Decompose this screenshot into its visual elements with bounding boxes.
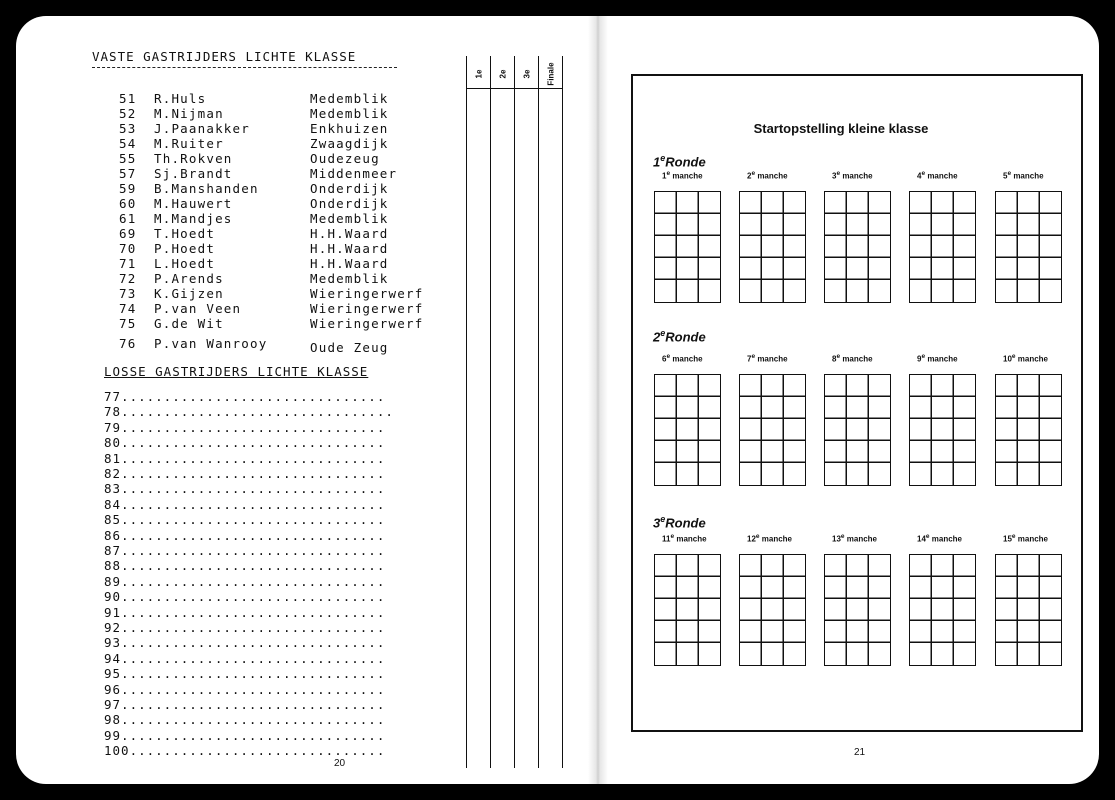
ronde-heading [653,328,706,344]
manche-suffix: e [666,353,671,360]
manche-word: manche [1017,354,1048,364]
manche-label [832,533,877,544]
losse-row: 86............................... [104,527,386,543]
losse-row: 96............................... [104,681,386,697]
manche-label [662,353,703,364]
manche-number: 14 [917,534,926,544]
manche-suffix: e [755,533,760,540]
rider-number: 69 [119,226,137,241]
rider-number: 51 [119,91,137,106]
rider-number: 71 [119,256,137,271]
rider-number: 73 [119,286,137,301]
rider-name: B.Manshanden [154,181,259,196]
ronde-suffix: e [660,328,666,338]
rider-name: M.Mandjes [154,211,233,226]
rider-place: H.H.Waard [310,241,389,256]
losse-row: 91............................... [104,604,386,620]
book-gutter [588,16,608,784]
manche-word: manche [927,171,958,181]
manche-word: manche [931,534,962,544]
ronde-number: 2 [653,329,661,345]
booklet-spread [16,16,1099,784]
rider-name: P.Arends [154,271,224,286]
rider-name: R.Huls [154,91,207,106]
rider-number: 52 [119,106,137,121]
column-header [491,56,515,92]
manche-number: 2 [747,171,752,181]
rider-number: 54 [119,136,137,151]
rider-place: Medemblik [310,271,389,286]
rider-place: Oude Zeug [310,340,389,355]
rider-name: M.Hauwert [154,196,233,211]
score-header-rule [466,88,563,89]
start-grid[interactable] [739,191,806,303]
rider-place: Onderdijk [310,181,389,196]
score-column-line [562,56,563,768]
manche-number: 1 [662,171,667,181]
start-grid[interactable] [824,191,891,303]
manche-label [917,533,962,544]
start-grid[interactable] [739,554,806,666]
manche-suffix: e [1007,170,1012,177]
rider-number: 61 [119,211,137,226]
manche-suffix: e [925,533,930,540]
start-grid[interactable] [654,554,721,666]
ronde-number: 3 [653,515,661,531]
column-header-label: 3e [522,69,532,79]
rider-number: 57 [119,166,137,181]
manche-suffix: e [751,353,756,360]
losse-row: 94............................... [104,650,386,666]
manche-number: 5 [1003,171,1008,181]
manche-number: 4 [917,171,922,181]
ronde-label: Ronde [665,329,706,345]
rider-name: P.van Veen [154,301,242,316]
manche-suffix: e [840,533,845,540]
manche-number: 12 [747,534,756,544]
ronde-label: Ronde [665,515,706,531]
ronde-heading [653,153,706,169]
manche-number: 9 [917,354,922,364]
losse-row: 99............................... [104,727,386,743]
manche-label [747,353,788,364]
rider-number: 60 [119,196,137,211]
column-header [515,56,539,92]
losse-row: 81............................... [104,450,386,466]
rider-number: 72 [119,271,137,286]
rider-place: Oudezeug [310,151,380,166]
manche-word: manche [846,534,877,544]
manche-label [1003,170,1044,181]
rider-name: T.Hoedt [154,226,216,241]
rider-place: Middenmeer [310,166,398,181]
losse-row: 95............................... [104,666,386,682]
losse-row: 82............................... [104,466,386,481]
losse-row: 88............................... [104,558,386,574]
rider-place: Medemblik [310,106,389,121]
rider-place: Onderdijk [310,196,389,211]
start-grid[interactable] [995,191,1062,303]
losse-row: 87............................... [104,543,386,558]
rider-name: M.Ruiter [154,136,224,151]
manche-label [662,170,703,181]
manche-word: manche [672,354,703,364]
manche-word: manche [927,354,958,364]
losse-row: 97............................... [104,697,386,712]
startopstelling-title: Startopstelling kleine klasse [753,121,929,136]
start-grid[interactable] [654,191,721,303]
rider-number: 70 [119,241,137,256]
score-column-line [538,56,539,768]
rider-place: Medemblik [310,91,389,106]
losse-row: 80............................... [104,435,386,451]
manche-suffix: e [666,170,671,177]
manche-label [1003,533,1048,544]
manche-word: manche [672,171,703,181]
manche-suffix: e [751,170,756,177]
losse-row: 84............................... [104,496,386,512]
rider-name: Th.Rokven [154,151,233,166]
losse-row: 77............................... [104,389,386,404]
column-header-label: 1e [474,69,484,79]
manche-suffix: e [921,170,926,177]
manche-suffix: e [1011,353,1016,360]
manche-number: 3 [832,171,837,181]
rider-name: L.Hoedt [154,256,216,271]
manche-suffix: e [670,533,675,540]
losse-row: 98............................... [104,712,386,728]
ronde-heading [653,514,706,530]
manche-label [662,533,707,544]
losse-row: 85............................... [104,512,386,528]
rider-number: 53 [119,121,137,136]
rider-name: G.de Wit [154,316,224,331]
manche-word: manche [757,354,788,364]
manche-label [917,353,958,364]
manche-word: manche [842,354,873,364]
ronde-suffix: e [660,153,666,163]
rider-place: Enkhuizen [310,121,389,136]
start-grid[interactable] [654,374,721,486]
title-underline [92,67,397,68]
losse-row: 90............................... [104,589,386,605]
rider-name: J.Paanakker [154,121,250,136]
ronde-label: Ronde [665,154,706,170]
manche-word: manche [761,534,792,544]
rider-number: 59 [119,181,137,196]
losse-row: 92............................... [104,620,386,635]
start-grid[interactable] [909,191,976,303]
manche-suffix: e [836,353,841,360]
manche-label [747,533,792,544]
manche-word: manche [842,171,873,181]
rider-place: Zwaagdijk [310,136,389,151]
score-column-line [466,56,467,768]
manche-number: 13 [832,534,841,544]
losse-gastrijders-title: LOSSE GASTRIJDERS LICHTE KLASSE [104,364,369,379]
vaste-gastrijders-title: VASTE GASTRIJDERS LICHTE KLASSE [92,49,357,64]
column-header-label: Finale [546,62,556,86]
rider-number: 74 [119,301,137,316]
manche-number: 10 [1003,354,1012,364]
losse-row: 89............................... [104,573,386,589]
rider-name: P.Hoedt [154,241,216,256]
rider-name: K.Gijzen [154,286,224,301]
start-grid[interactable] [739,374,806,486]
rider-place: H.H.Waard [310,256,389,271]
ronde-number: 1 [653,154,661,170]
manche-suffix: e [836,170,841,177]
rider-place: H.H.Waard [310,226,389,241]
start-grid[interactable] [824,374,891,486]
losse-row: 93............................... [104,635,386,651]
start-grid[interactable] [909,374,976,486]
rider-place: Medemblik [310,211,389,226]
start-grid[interactable] [909,554,976,666]
ronde-suffix: e [660,514,666,524]
losse-row: 83............................... [104,481,386,497]
losse-row: 100.............................. [104,743,386,759]
rider-number: 76 [119,336,137,351]
page-number-left: 20 [334,758,346,769]
manche-word: manche [757,171,788,181]
manche-label [1003,353,1048,364]
column-header [539,56,563,92]
manche-number: 15 [1003,534,1012,544]
manche-number: 8 [832,354,837,364]
start-grid[interactable] [995,374,1062,486]
rider-place: Wieringerwerf [310,286,424,301]
rider-name: M.Nijman [154,106,224,121]
rider-place: Wieringerwerf [310,316,424,331]
rider-name: Sj.Brandt [154,166,233,181]
manche-number: 7 [747,354,752,364]
rider-place: Wieringerwerf [310,301,424,316]
manche-word: manche [1013,171,1044,181]
manche-label [917,170,958,181]
column-header-label: 2e [498,69,508,79]
manche-suffix: e [921,353,926,360]
manche-label [832,170,873,181]
rider-number: 55 [119,151,137,166]
manche-word: manche [1017,534,1048,544]
score-column-line [490,56,491,768]
manche-word: manche [676,534,707,544]
losse-row: 78................................ [104,404,394,420]
manche-suffix: e [1011,533,1016,540]
start-grid[interactable] [824,554,891,666]
page-number-right: 21 [854,747,866,758]
rider-number: 75 [119,316,137,331]
losse-row: 79............................... [104,419,386,435]
start-grid[interactable] [995,554,1062,666]
manche-number: 11 [662,534,671,544]
rider-name: P.van Wanrooy [154,336,268,351]
column-header [467,56,491,92]
manche-label [747,170,788,181]
manche-label [832,353,873,364]
manche-number: 6 [662,354,667,364]
score-column-line [514,56,515,768]
